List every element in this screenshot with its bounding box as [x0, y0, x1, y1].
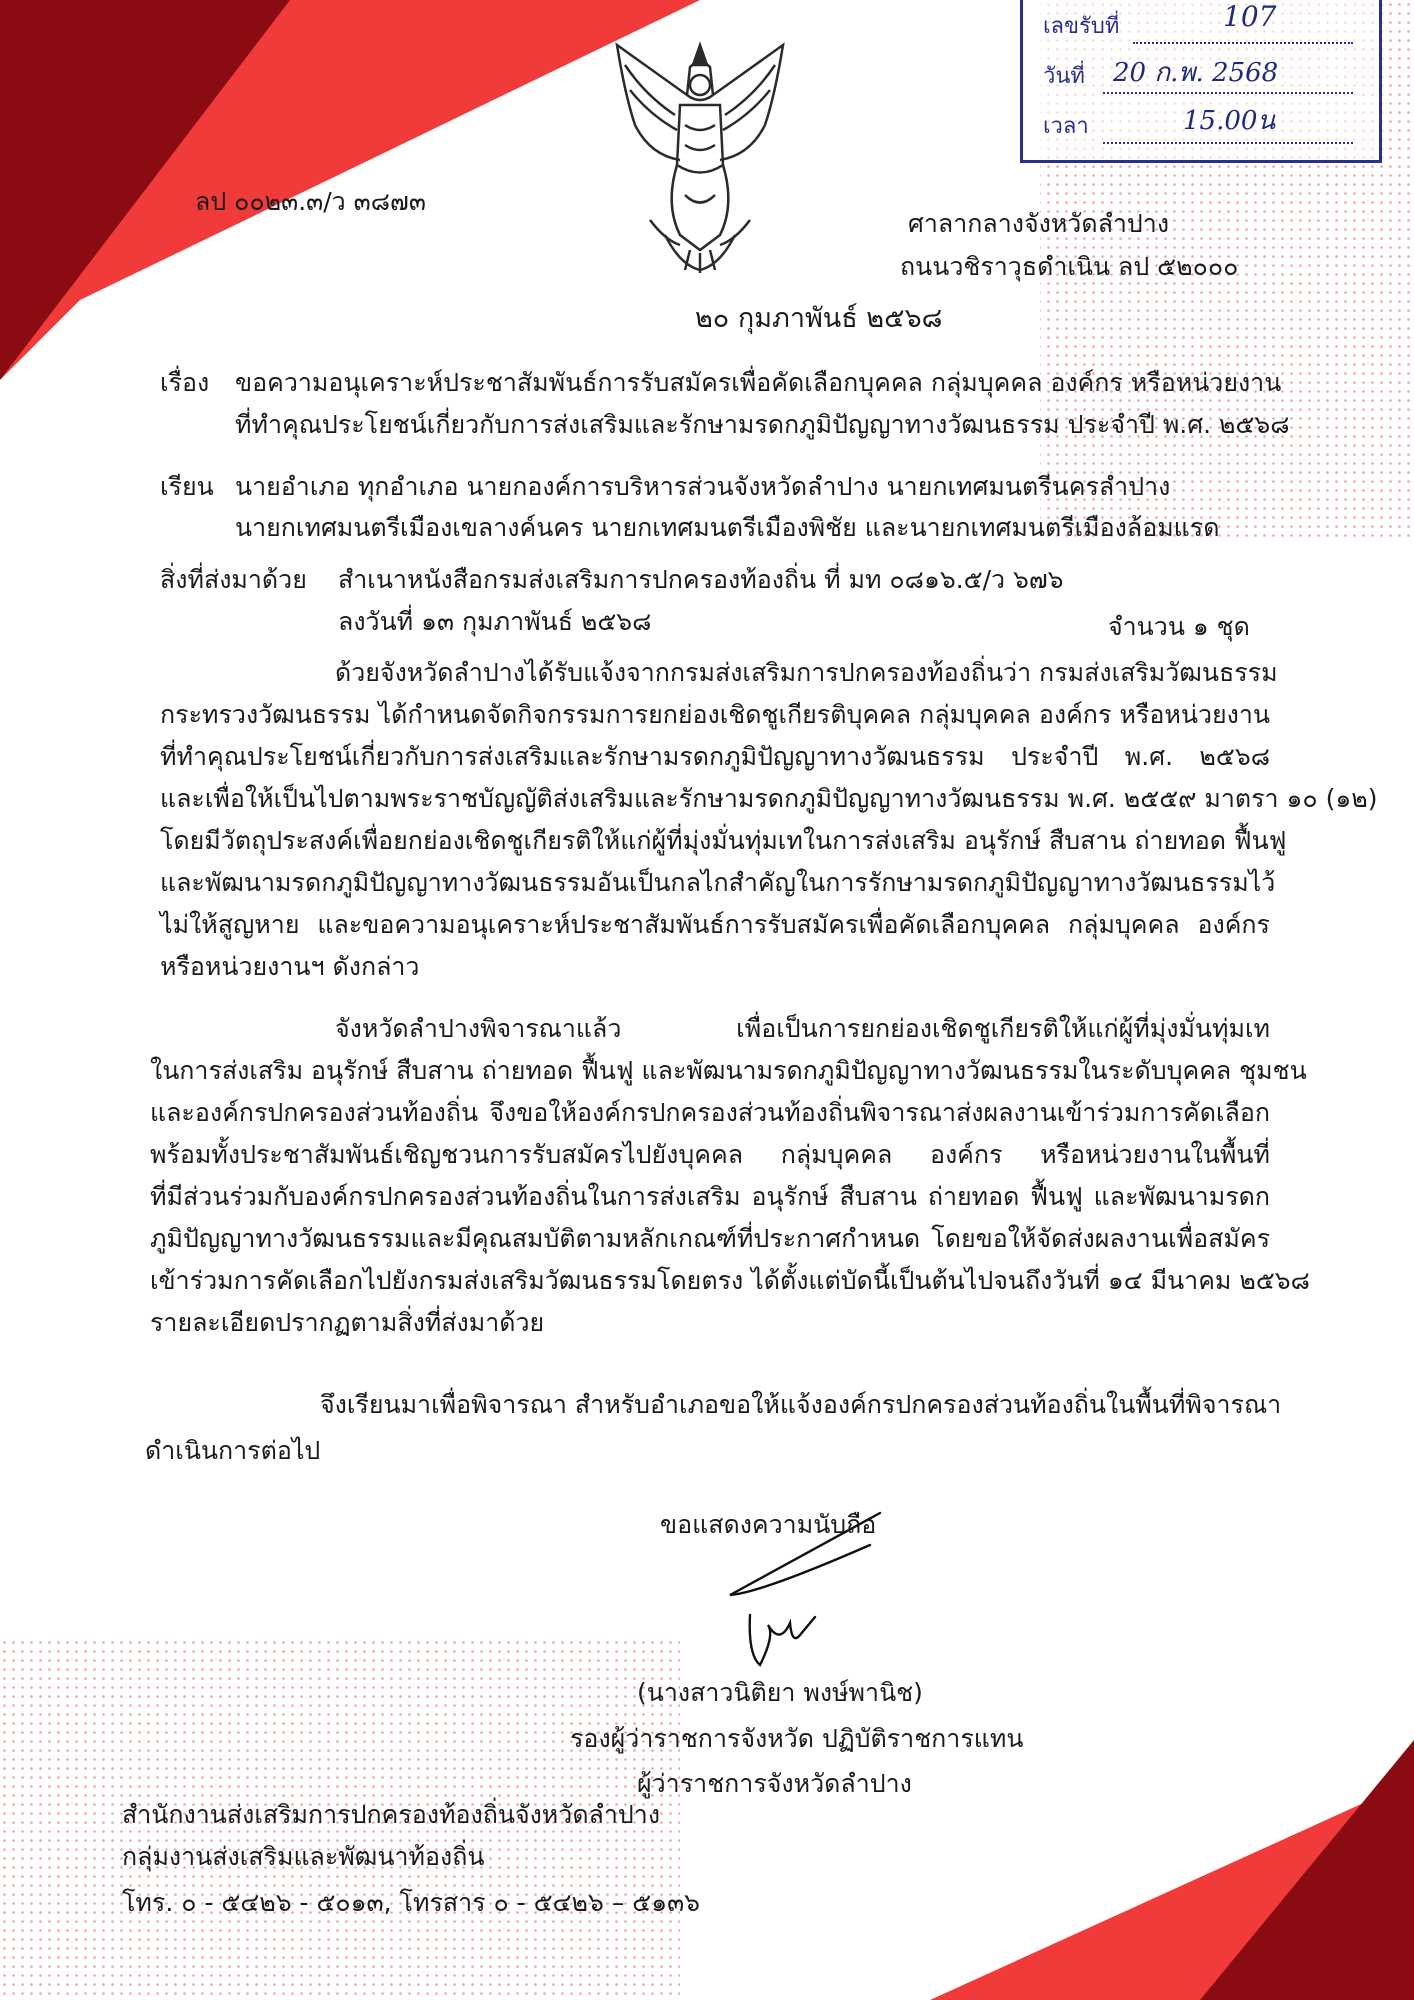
paragraph-3-line: จึงเรียนมาเพื่อพิจารณา สำหรับอำเภอขอให้แจ้งองค์กรปกครองส่วนท้องถิ่นในพื้นที่พิจารณา: [320, 1390, 1282, 1419]
document-date: [695, 302, 943, 336]
office-address: ถนนวชิราวุธดำเนิน ลป ๕๒๐๐๐: [900, 252, 1239, 281]
enclosure-label: สิ่งที่ส่งมาด้วย: [160, 565, 307, 594]
stamp-date-label: วันที่: [1043, 64, 1085, 89]
paragraph-1-line: โดยมีวัตถุประสงค์เพื่อยกย่องเชิดชูเกียรติให้แก่ผู้ที่มุ่งมั่นทุ่มเทในการส่งเสริม อนุรักษ์ สืบสาน ถ่ายทอด ฟื้นฟู: [160, 826, 1287, 855]
paragraph-3-line: ดำเนินการต่อไป: [145, 1436, 321, 1465]
subject-line-1: ขอความอนุเคราะห์ประชาสัมพันธ์การรับสมัครเพื่อคัดเลือกบุคคล กลุ่มบุคคล องค์กร หรือหน่วยงาน: [235, 368, 1282, 397]
footer-group: กลุ่มงานส่งเสริมและพัฒนาท้องถิ่น: [122, 1842, 485, 1871]
document-date-rest: กุมภาพันธ์ ๒๕๖๘: [737, 303, 943, 334]
stamp-time-value: 15.00น: [1183, 106, 1276, 136]
enclosure-line-1: สำเนาหนังสือกรมส่งเสริมการปกครองท้องถิ่น ที่ มท ๐๘๑๖.๕/ว ๖๗๖: [338, 565, 1064, 594]
stamp-dotline: [1133, 42, 1353, 44]
closing-phrase: ขอแสดงความนับถือ: [660, 1510, 877, 1539]
paragraph-2-line: ภูมิปัญญาทางวัฒนธรรมและมีคุณสมบัติตามหลักเกณฑ์ที่ประกาศกำหนด โดยขอให้จัดส่งผลงานเพื่อสมัคร: [150, 1224, 1270, 1253]
paragraph-2-line: จังหวัดลำปางพิจารณาแล้ว เพื่อเป็นการยกย่องเชิดชูเกียรติให้แก่ผู้ที่มุ่งมั่นทุ่มเท: [335, 1014, 1270, 1043]
stamp-row-date: [1043, 58, 1085, 98]
paragraph-1-line: ด้วยจังหวัดลำปางได้รับแจ้งจากกรมส่งเสริมการปกครองท้องถิ่นว่า กรมส่งเสริมวัฒนธรรม: [335, 658, 1278, 687]
document-date-day: ๒๐: [695, 303, 730, 334]
footer-office: สำนักงานส่งเสริมการปกครองท้องถิ่นจังหวัดลำปาง: [122, 1800, 661, 1829]
signer-position-2: ผู้ว่าราชการจังหวัดลำปาง: [637, 1769, 912, 1798]
handwritten-signature: [720, 1505, 900, 1675]
paragraph-1-line: ที่ทำคุณประโยชน์เกี่ยวกับการส่งเสริมและรักษามรดกภูมิปัญญาทางวัฒนธรรม ประจำปี พ.ศ. ๒๕๖๘: [160, 742, 1270, 771]
paragraph-2-line: พร้อมทั้งประชาสัมพันธ์เชิญชวนการรับสมัครไปยังบุคคล กลุ่มบุคคล องค์กร หรือหน่วยงานในพื้นที่: [150, 1140, 1270, 1169]
enclosure-line-2: ลงวันที่ ๑๓ กุมภาพันธ์ ๒๕๖๘: [338, 607, 652, 636]
stamp-time-label: เวลา: [1043, 114, 1089, 139]
stamp-row-number: [1043, 8, 1119, 48]
stamp-number-value: 107: [1223, 0, 1277, 33]
enclosure-quantity: จำนวน ๑ ชุด: [1108, 612, 1250, 641]
stamp-date-value: 20 ก.พ. 2568: [1113, 58, 1279, 88]
recipient-line-2: นายกเทศมนตรีเมืองเขลางค์นคร นายกเทศมนตรีเมืองพิชัย และนายกเทศมนตรีเมืองล้อมแรด: [235, 513, 1220, 542]
stamp-dotline: [1103, 142, 1353, 144]
recipient-line-1: นายอำเภอ ทุกอำเภอ นายกองค์การบริหารส่วนจังหวัดลำปาง นายกเทศมนตรีนครลำปาง: [235, 472, 1171, 501]
signer-name: (นางสาวนิติยา พงษ์พานิช): [637, 1678, 923, 1707]
document-number: ลป ๐๐๒๓.๓/ว ๓๘๗๓: [195, 187, 426, 216]
subject-label: เรื่อง: [160, 368, 210, 397]
paragraph-2-line: เข้าร่วมการคัดเลือกไปยังกรมส่งเสริมวัฒนธรรมโดยตรง ได้ตั้งแต่บัดนี้เป็นต้นไปจนถึงวันที่ ๑๔ มีนาคม ๒๕๖๘: [150, 1266, 1310, 1295]
paragraph-2-line: ที่มีส่วนร่วมกับองค์กรปกครองส่วนท้องถิ่นในการส่งเสริม อนุรักษ์ สืบสาน ถ่ายทอด ฟื้นฟู และพัฒนามรดก: [150, 1182, 1270, 1211]
paragraph-2-line: รายละเอียดปรากฏตามสิ่งที่ส่งมาด้วย: [150, 1308, 545, 1337]
issuing-office: ศาลากลางจังหวัดลำปาง: [908, 209, 1170, 238]
paragraph-2-line: และองค์กรปกครองส่วนท้องถิ่น จึงขอให้องค์กรปกครองส่วนท้องถิ่นพิจารณาส่งผลงานเข้าร่วมการคัดเลือก: [150, 1098, 1270, 1127]
paragraph-1-line: และพัฒนามรดกภูมิปัญญาทางวัฒนธรรมอันเป็นกลไกสำคัญในการรักษามรดกภูมิปัญญาทางวัฒนธรรมไว้: [160, 868, 1276, 897]
stamp-row-time: [1043, 108, 1089, 148]
signer-position-1: รองผู้ว่าราชการจังหวัด ปฏิบัติราชการแทน: [570, 1724, 1024, 1753]
garuda-emblem-icon: [605, 35, 795, 275]
paragraph-2-line: ในการส่งเสริม อนุรักษ์ สืบสาน ถ่ายทอด ฟื้นฟู และพัฒนามรดกภูมิปัญญาทางวัฒนธรรมในระดับบุคคล ชุมชน: [150, 1056, 1307, 1085]
footer-contact: โทร. ๐ - ๕๔๒๖ - ๕๐๑๓, โทรสาร ๐ - ๕๔๒๖ – ๕๑๓๖: [122, 1888, 701, 1917]
subject-line-2: ที่ทำคุณประโยชน์เกี่ยวกับการส่งเสริมและรักษามรดกภูมิปัญญาทางวัฒนธรรม ประจำปี พ.ศ. ๒๕๖๘: [235, 410, 1290, 439]
stamp-number-label: เลขรับที่: [1043, 14, 1120, 39]
paragraph-1-line: หรือหน่วยงานฯ ดังกล่าว: [160, 952, 420, 981]
receipt-stamp: [1020, 0, 1382, 163]
paragraph-1-line: ไม่ให้สูญหาย และขอความอนุเคราะห์ประชาสัมพันธ์การรับสมัครเพื่อคัดเลือกบุคคล กลุ่มบุคคล องค์กร: [160, 910, 1270, 939]
paragraph-1-line: กระทรวงวัฒนธรรม ได้กำหนดจัดกิจกรรมการยกย่องเชิดชูเกียรติบุคคล กลุ่มบุคคล องค์กร หรือหน่วยงาน: [160, 700, 1270, 729]
recipient-label: เรียน: [160, 472, 214, 501]
paragraph-1-line: และเพื่อให้เป็นไปตามพระราชบัญญัติส่งเสริมและรักษามรดกภูมิปัญญาทางวัฒนธรรม พ.ศ. ๒๕๕๙ มาตรา ๑๐ (๑๒): [160, 784, 1378, 813]
